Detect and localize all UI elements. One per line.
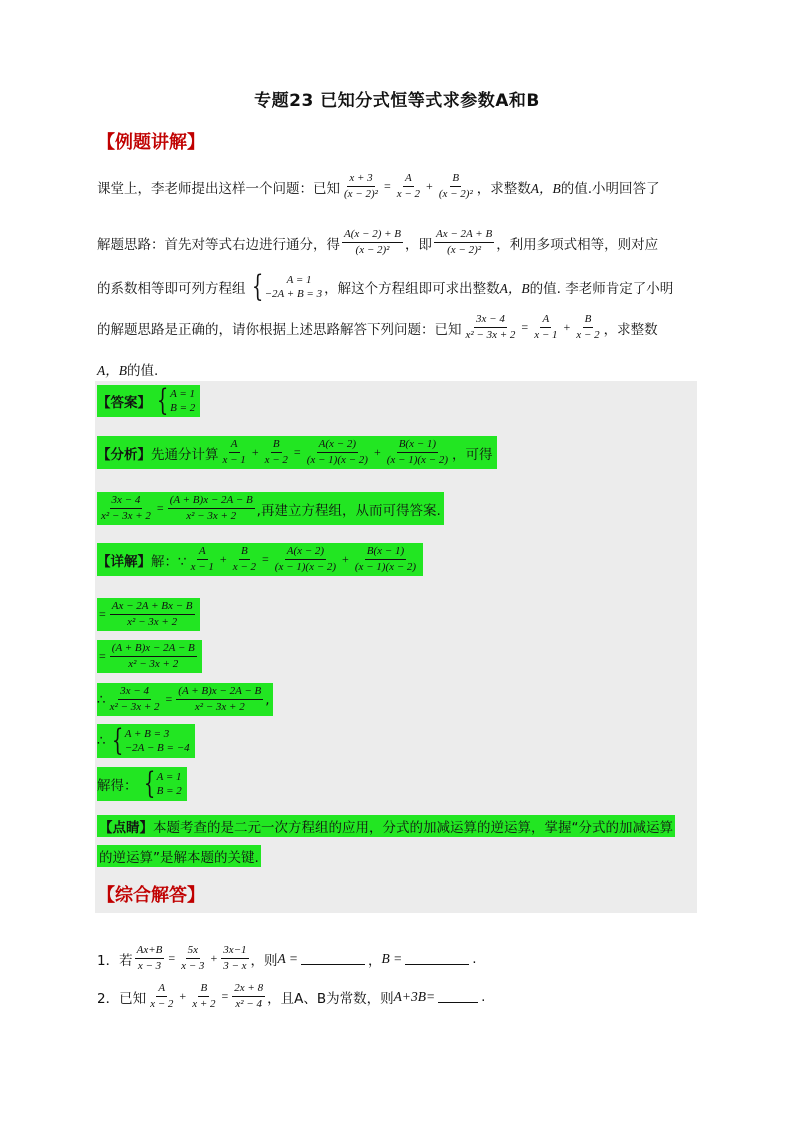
question-2: 2．已知 $\frac{A}{x - 2}$ + $\frac{B}{x + 2}$ = $\frac{2x + 8}{\text{x² − 4}}$ ，且A、B为常数，则 A+3B= . <box>97 982 486 1010</box>
page-title: 专题23 已知分式恒等式求参数A和B <box>254 91 540 111</box>
fraction: $\frac{B}{x + 2}$ <box>192 982 216 1010</box>
fraction: $\frac{x + 3}{\text{(x − 2)²}}$ <box>344 172 378 200</box>
detail-line-6: 解得： { A = 1 B = 2 <box>97 767 187 801</box>
example-line-5: A，B 的值. <box>97 363 159 379</box>
fraction: $\frac{3x - 4}{\text{x² − 3x + 2}}$ <box>465 313 516 341</box>
fraction: $\frac{B}{\text{(x − 2)²}}$ <box>438 172 473 200</box>
fraction: $\frac{B}{x - 2}$ <box>264 438 288 466</box>
fraction: $\frac{A}{x - 2}$ <box>396 172 421 200</box>
detail-line-4: ∴ $\frac{3x - 4}{\text{x² − 3x + 2}}$ = $\frac{(A + B)x - 2A - B}{\text{x² − 3x + 2}}$ , <box>97 683 273 716</box>
example-heading: 【例题讲解】 <box>97 132 205 153</box>
answer-block: 【答案】 { A = 1 B = 2 <box>97 385 200 417</box>
detail-line-2: = $\frac{Ax - 2A + Bx - B}{\text{x² − 3x + 2}}$ <box>97 598 200 631</box>
equation-system: { A = 1 −2A + B = 3 <box>251 269 323 304</box>
fraction: $\frac{Ax+B}{x - 3}$ <box>136 944 163 972</box>
fraction: $\frac{3x - 4}{\text{x² − 3x + 2}}$ <box>101 494 151 522</box>
answer-blank-a[interactable] <box>301 952 365 965</box>
answer-blank-b[interactable] <box>405 952 469 965</box>
example-line-4: 的解题思路是正确的，请你根据上述思路解答下列问题：已知 $\frac{3x - 4}{\text{x² − 3x + 2}}$ = $\frac{A}{x - 1}$ + $\frac{B}{x - 2}$ ，求整数 <box>97 313 658 341</box>
analysis-line-2: $\frac{3x - 4}{\text{x² − 3x + 2}}$ = $\frac{(A + B)x - 2A - B}{\text{x² − 3x + 2}}$ ,再建立方程组，从而可得答案. <box>97 492 444 525</box>
detail-line-1: 【详解】 解：∵ $\frac{A}{x - 1}$ + $\frac{B}{x - 2}$ = $\frac{A(x - 2)}{(x - 1)(x - 2)}$ + $\frac{B(x - 1)}{(x - 1)(x - 2)}$ <box>97 543 423 576</box>
fraction: $\frac{B}{x - 2}$ <box>576 313 600 341</box>
example-line-3: 的系数相等即可列方程组 { A = 1 −2A + B = 3 ，解这个方程组即可求出整数 A，B 的值. 李老师肯定了小明 <box>97 269 674 304</box>
fraction: $\frac{B(x - 1)}{(x - 1)(x - 2)}$ <box>386 438 448 466</box>
fraction: $\frac{B(x - 1)}{(x - 1)(x - 2)}$ <box>354 545 417 573</box>
fraction: $\frac{(A + B)x - 2A - B}{\text{x² − 3x + 2}}$ <box>111 642 195 670</box>
fraction: $\frac{Ax - 2A + Bx - B}{\text{x² − 3x + 2}}$ <box>111 600 193 628</box>
example-line-1: 课堂上，李老师提出这样一个问题：已知 $\frac{x + 3}{\text{(x − 2)²}}$ = $\frac{A}{x - 2}$ + $\frac{B}{\text{(x − 2)²}}$ ，求整数 A，B 的值.小明回答了 <box>97 172 660 200</box>
analysis-line-1: 【分析】 先通分计算 $\frac{A}{x - 1}$ + $\frac{B}{x - 2}$ = $\frac{A(x - 2)}{(x - 1)(x - 2)}$ + $\frac{B(x - 1)}{(x - 1)(x - 2)}$ ，可得 <box>97 436 497 469</box>
fraction: $\frac{3x-1}{3 - x}$ <box>223 944 247 972</box>
fraction: $\frac{A(x - 2) + B}{\text{(x − 2)²}}$ <box>344 228 401 256</box>
comment-line-1: 【点睛】 本题考查的是二元一次方程组的应用，分式的加减运算的逆运算，掌握“分式的加减运算 <box>97 815 675 837</box>
fraction: $\frac{A}{x - 1}$ <box>222 438 246 466</box>
fraction: $\frac{2x + 8}{\text{x² − 4}}$ <box>234 982 264 1010</box>
fraction: $\frac{B}{x - 2}$ <box>232 545 256 573</box>
answer-blank-a3b[interactable] <box>438 990 478 1003</box>
equation-system: { A = 1 B = 2 <box>143 766 182 801</box>
equation-system: { A + B = 3 −2A − B = −4 <box>111 723 190 758</box>
fraction: $\frac{3x - 4}{\text{x² − 3x + 2}}$ <box>109 685 160 713</box>
fraction: $\frac{A(x - 2)}{(x - 1)(x - 2)}$ <box>274 545 337 573</box>
answer-system: { A = 1 B = 2 <box>156 383 196 418</box>
fraction: $\frac{Ax - 2A + B}{\text{(x − 2)²}}$ <box>436 228 493 256</box>
detail-line-5: ∴ { A + B = 3 −2A − B = −4 <box>97 724 195 758</box>
fraction: $\frac{A}{x - 1}$ <box>190 545 214 573</box>
example-line-2: 解题思路：首先对等式右边进行通分，得 $\frac{A(x - 2) + B}{\text{(x − 2)²}}$ ，即 $\frac{Ax - 2A + B}{\text{(x − 2)²}}$ ，利用多项式相等，则对应 <box>97 228 659 256</box>
comment-line-2: 的逆运算”是解本题的关键. <box>97 845 261 867</box>
fraction: $\frac{5x}{x - 3}$ <box>181 944 205 972</box>
fraction: $\frac{A}{x - 1}$ <box>534 313 558 341</box>
fraction: $\frac{(A + B)x - 2A - B}{\text{x² − 3x + 2}}$ <box>169 494 253 522</box>
fraction: $\frac{A}{x - 2}$ <box>150 982 174 1010</box>
question-1: 1．若 $\frac{Ax+B}{x - 3}$ = $\frac{5x}{x - 3}$ + $\frac{3x-1}{3 - x}$ ，则 A = ， B = . <box>97 944 477 972</box>
fraction: $\frac{A(x - 2)}{(x - 1)(x - 2)}$ <box>306 438 368 466</box>
practice-heading: 【综合解答】 <box>97 885 205 906</box>
detail-line-3: = $\frac{(A + B)x - 2A - B}{\text{x² − 3x + 2}}$ <box>97 640 202 673</box>
fraction: $\frac{(A + B)x - 2A - B}{\text{x² − 3x + 2}}$ <box>178 685 262 713</box>
